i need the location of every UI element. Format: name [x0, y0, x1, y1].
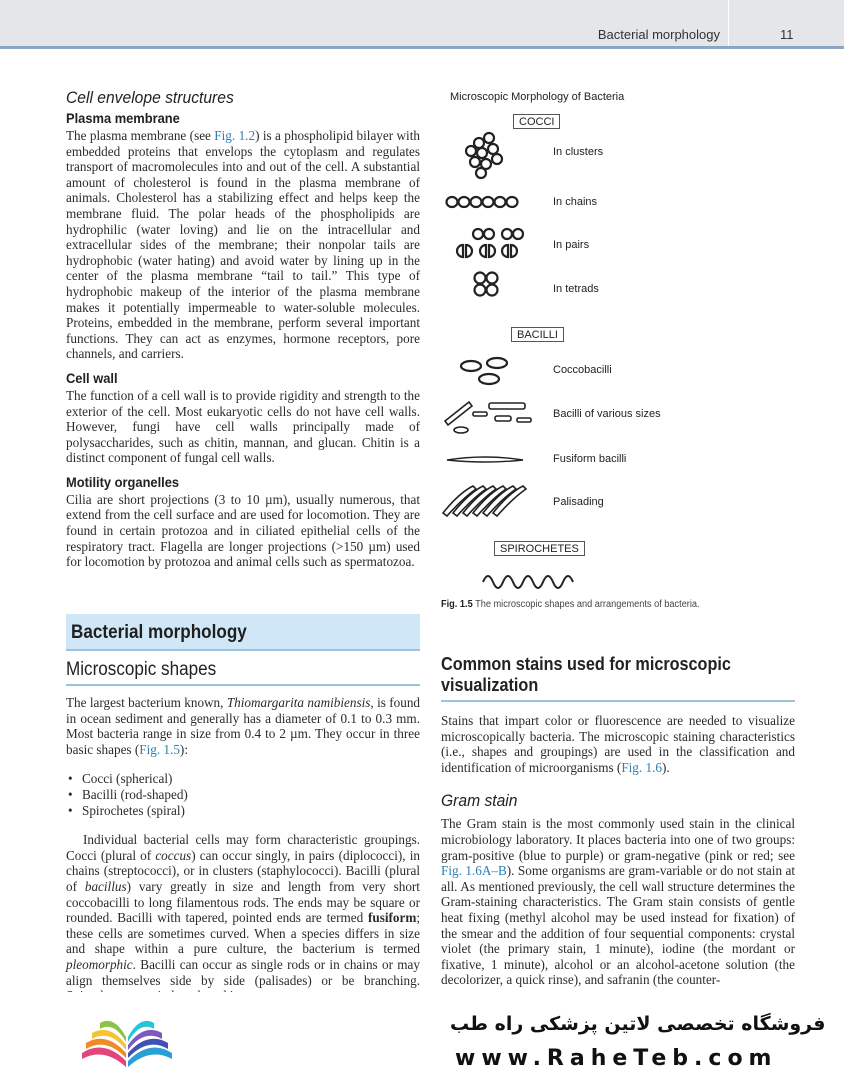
text-span: The largest bacterium known, [66, 695, 227, 710]
store-name: فروشگاه تخصصی لاتین پزشکی راه طب [450, 1013, 826, 1035]
list-item: • Bacilli (rod-shaped) [66, 787, 420, 803]
cell-wall-heading: Cell wall [66, 369, 118, 386]
label-in-tetrads: In tetrads [553, 283, 599, 295]
left-column-lower [66, 659, 420, 1004]
cocci-clusters-icon [466, 133, 502, 178]
heading-rule [66, 684, 420, 686]
term-italic: bacillus [84, 878, 127, 894]
section-title-band [66, 614, 420, 651]
term-bold: fusiform [367, 910, 417, 926]
store-url[interactable]: www.RaheTeb.com [455, 1046, 778, 1071]
coccobacilli-icon [461, 358, 507, 384]
section-title: Bacterial morphology [71, 622, 247, 643]
list-item: • Spirochetes (spiral) [66, 803, 420, 819]
text-span: ). Some organisms are gram-variable or do not stain at all. As mentioned previously, the cell wall structure determines the Gram-staining characteristics. The Gram stain consists of gentle heat fixing (methyl alcohol may be used instead for fixation) of the smear and the addition of four sequential components: crystal violet (the primary stain, 1 minute), iodine (the mordant or fixative, 1 minute), alcohol or an alcohol-acetone solution (the decolorizer, a quick rinse), and safranin (the counter- [441, 863, 796, 988]
text-span: The plasma membrane (see [66, 128, 215, 143]
groupings-paragraph [66, 832, 420, 1004]
text-span: ) is a phospholipid bilayer with embedded proteins that envelops the cytoplasm and regulates transport of macromolecules into and out of the cell. A substantial amount of cholesterol is found in the plasma membrane of animals. Cholesterol has a stabilizing effect and helps keep the membrane fluid. The polar heads of the phospholipids are hydrophilic (water loving) and lie on the intracellular and extracellular sides of the membrane; their nonpolar tails are hydrophobic (water hating) and avoid water by lining up in the center of the plasma membrane “tail to tail.” This type of hydrophobic makeup of the interior of the plasma membrane makes it potentially impermeable to water-soluble molecules. Proteins, embedded in the membrane, perform several important functions. They can act as enzymes, hormone receptors, pore channels, and carriers. [66, 128, 420, 362]
cocci-tetrads-icon [475, 273, 498, 296]
book-logo-icon [78, 1003, 176, 1071]
label-bacilli-sizes: Bacilli of various sizes [553, 408, 661, 420]
common-stains-heading: Common stains used for microscopic visualization [441, 654, 731, 695]
bacilli-box: BACILLI [511, 327, 564, 342]
text-span: ) vary greatly in size and length from very short coccobacilli to long filamentous rods. The ends may be square or rounded. Bacilli with tapered, pointed ends are termed [66, 878, 420, 926]
cell-wall-paragraph: The function of a cell wall is to provide rigidity and strength to the exterior of the cell. Most eukaryotic cells do not have cell walls. However, fungi have cell walls principally made of polysaccharides, such as chitin, mannan, and glucan. Chitin is a distinct component of fungal cell walls. [66, 387, 420, 466]
microscopic-shapes-heading: Microscopic shapes [66, 659, 217, 680]
header-divider [728, 0, 729, 46]
text-span: . Bacilli can occur as single rods or in chains or may align themselves side by side (palisades) or be branching. [66, 956, 420, 988]
plasma-membrane-heading: Plasma membrane [66, 110, 180, 126]
text-span: Stains that impart color or fluorescence are needed to visualize microscopically bacteria. The microscopic staining characteristics (i.e., shapes and groupings) are used in the classification and identification of microorganisms ( [441, 713, 795, 775]
left-column [66, 88, 420, 570]
caption-number: Fig. 1.5 [441, 599, 473, 610]
spirochete-icon [483, 576, 573, 588]
plasma-membrane-paragraph [66, 128, 420, 362]
figure-title: Microscopic Morphology of Bacteria [450, 91, 625, 103]
species-name: Thiomargarita namibiensis, [226, 695, 374, 710]
figure-link[interactable]: Fig. 1.2 [214, 128, 256, 143]
heading-rule [441, 700, 795, 702]
running-header-title: Bacterial morphology [597, 27, 720, 42]
label-fusiform: Fusiform bacilli [553, 453, 627, 465]
term-italic: coccus [155, 847, 192, 863]
shapes-paragraph [66, 695, 420, 757]
text-span: is found in ocean sediment and generally has a diameter of 0.1 to 0.3 mm. Most bacteria range in size from 0.4 to 2 µm. They occur in three basic shapes ( [66, 695, 421, 757]
cocci-chains-icon [447, 197, 518, 207]
text-span: The Gram stain is the most commonly used stain in the clinical microbiology laboratory. It places bacteria into one of two groups: gram-positive (blue to purple) or gram-negative (pink or red; see [441, 816, 795, 863]
label-in-clusters: In clusters [553, 146, 604, 158]
text-span: Individual bacterial cells may form characteristic groupings. Cocci (plural of [66, 832, 420, 863]
text-span: ) can occur singly, in pairs (diplococci), in chains (streptococci), or in clusters (staphylococci). Bacilli (plural of [66, 847, 420, 894]
text-span: ): [179, 741, 188, 757]
spirochetes-box: SPIROCHETES [494, 541, 585, 556]
bacilli-various-icon [445, 402, 531, 433]
figure-link[interactable]: Fig. 1.6 [621, 759, 662, 775]
figure-caption [441, 599, 700, 610]
right-column-lower [441, 654, 795, 988]
shape-list [66, 771, 420, 818]
gram-stain-paragraph [441, 816, 795, 988]
cell-envelope-heading: Cell envelope structures [66, 88, 234, 107]
text-span: ). [661, 759, 670, 775]
figure-link[interactable]: Fig. 1.5 [139, 741, 180, 757]
label-in-chains: In chains [553, 196, 598, 208]
gram-stain-heading: Gram stain [441, 791, 518, 811]
caption-text: The microscopic shapes and arrangements of bacteria. [475, 599, 700, 610]
figure-1-5 [441, 88, 801, 618]
label-coccobacilli: Coccobacilli [553, 364, 612, 376]
cocci-box: COCCI [513, 114, 560, 129]
motility-heading: Motility organelles [66, 473, 180, 490]
label-palisading: Palisading [553, 496, 604, 508]
header-rule [0, 46, 844, 49]
text-span: ; these cells are sometimes curved. When a species differs in size and shape within a pure culture, the bacterium is termed [66, 910, 420, 957]
page-number: 11 [780, 27, 794, 42]
bacteria-shapes-illustration [441, 88, 801, 598]
motility-paragraph: Cilia are short projections (3 to 10 µm), usually numerous, that extend from the cell surface and are used for locomotion. They are found in certain protozoa and in ciliated epithelial cells of the respiratory tract. Flagella are longer projections (>150 µm) used for locomotion by protozoa and animal cells such as spermatozoa. [66, 491, 420, 570]
figure-link[interactable]: Fig. 1.6A–B [441, 863, 507, 879]
palisading-icon [443, 486, 526, 516]
fusiform-bacilli-icon [447, 457, 523, 462]
label-in-pairs: In pairs [553, 239, 590, 251]
stains-paragraph [441, 713, 795, 775]
list-item: • Cocci (spherical) [66, 771, 420, 787]
term-italic: pleomorphic [66, 956, 133, 972]
cocci-pairs-icon [457, 229, 523, 257]
